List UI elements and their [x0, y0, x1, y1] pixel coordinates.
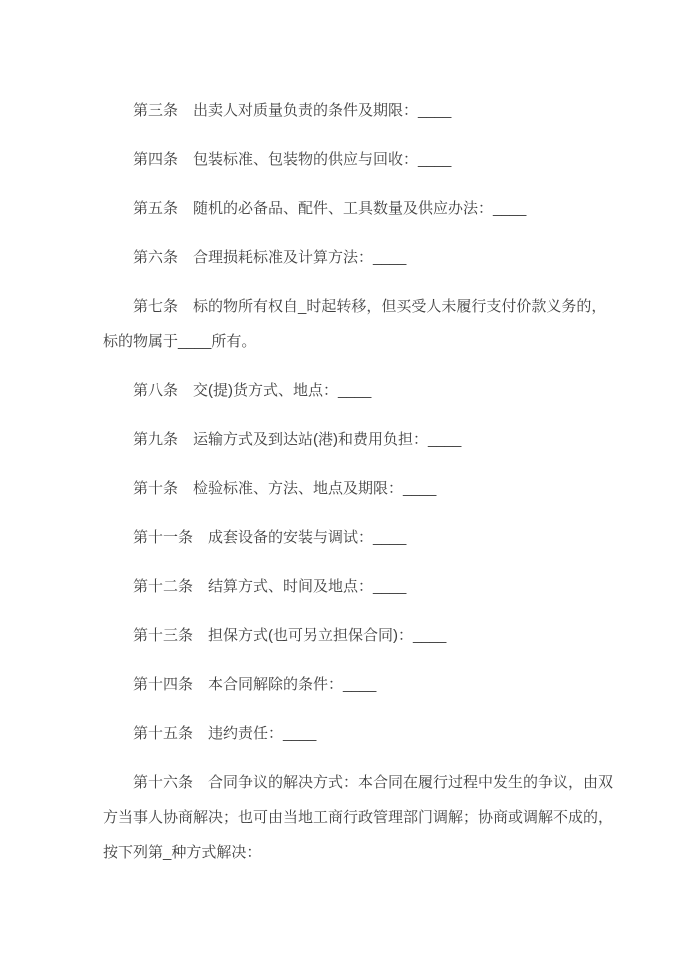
clause-8: 第八条 交(提)货方式、地点：____ [133, 382, 372, 399]
clause-6: 第六条 合理损耗标准及计算方法：____ [133, 249, 407, 266]
clause-12: 第十二条 结算方式、时间及地点：____ [133, 578, 407, 595]
clause-10: 第十条 检验标准、方法、地点及期限：____ [133, 480, 437, 497]
clause-7: 第七条 标的物所有权自_时起转移，但买受人未履行支付价款义务的，标的物属于____所有。 [103, 298, 607, 350]
clause-3: 第三条 出卖人对质量负责的条件及期限：____ [133, 102, 452, 119]
clause-5: 第五条 随机的必备品、配件、工具数量及供应办法：____ [133, 200, 527, 217]
clause-14: 第十四条 本合同解除的条件：____ [133, 676, 377, 693]
clause-13: 第十三条 担保方式(也可另立担保合同)：____ [133, 627, 447, 644]
clause-16: 第十六条 合同争议的解决方式：本合同在履行过程中发生的争议，由双方当事人协商解决；也可由当地工商行政管理部门调解；协商或调解不成的，按下列第_种方式解决： [103, 774, 614, 861]
clause-4: 第四条 包装标准、包装物的供应与回收：____ [133, 151, 452, 168]
clause-11: 第十一条 成套设备的安装与调试：____ [133, 529, 407, 546]
clause-15: 第十五条 违约责任：____ [133, 725, 317, 742]
clause-9: 第九条 运输方式及到达站(港)和费用负担：____ [133, 431, 462, 448]
